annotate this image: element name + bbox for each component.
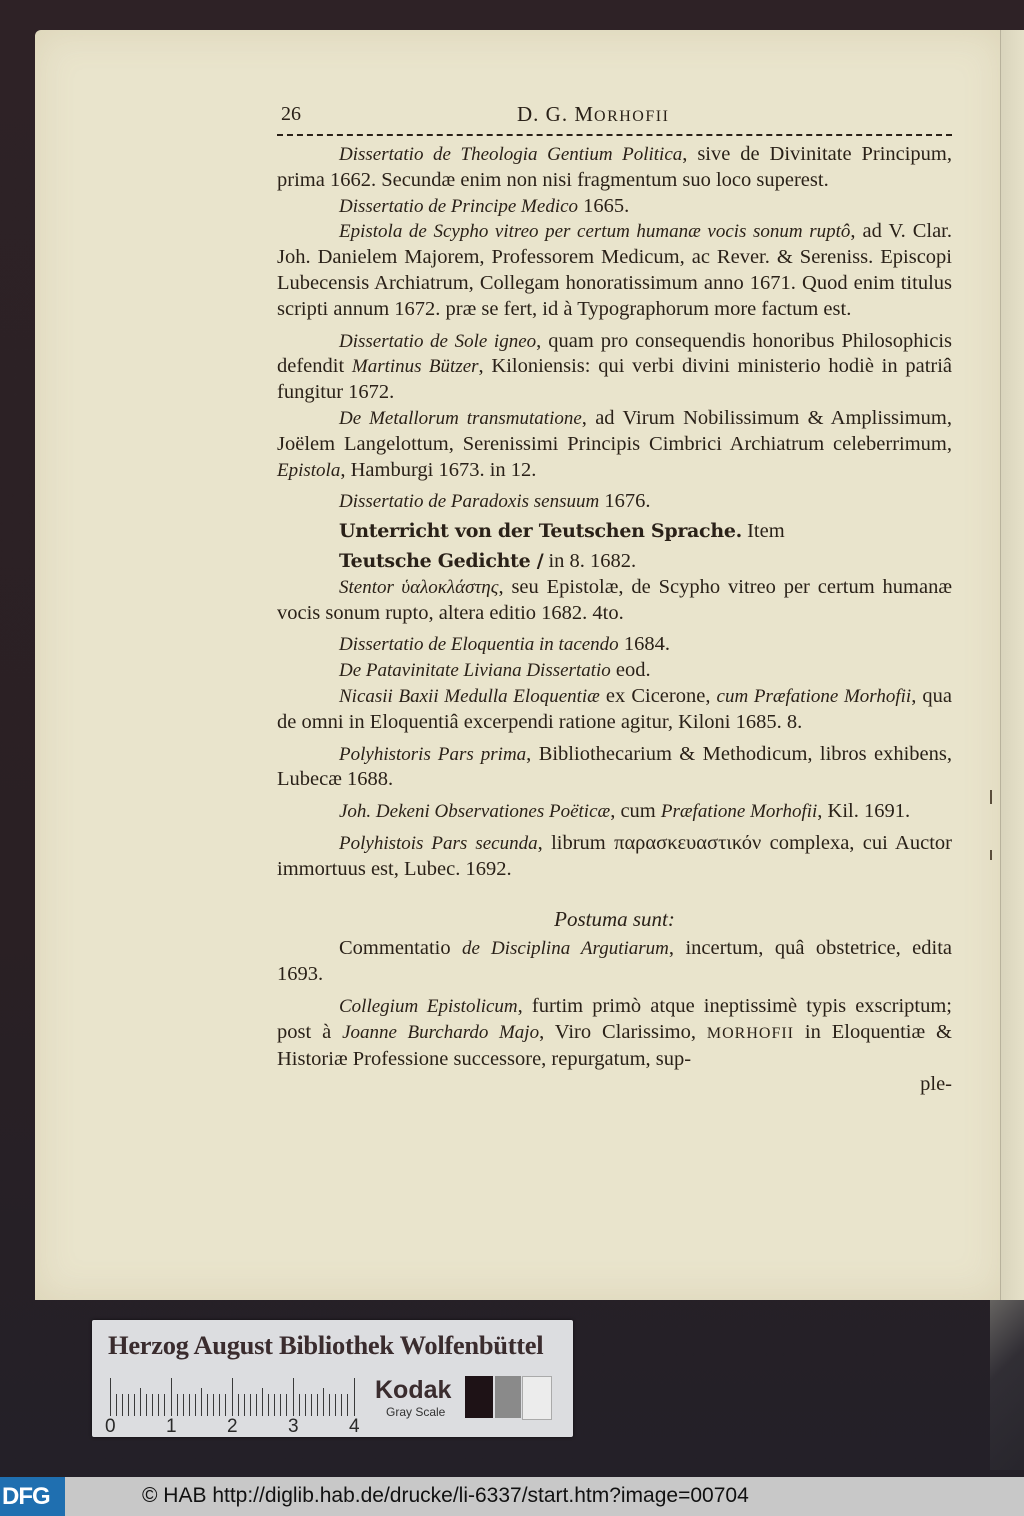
running-title-smallcaps: ORHOFII: [594, 108, 670, 125]
entry-title-blackletter: Teutsche Gedichte /: [339, 549, 544, 572]
entry: [277, 219, 952, 322]
entry-text: , qua de omni in Eloquentiâ excerpendi ratione agitur, Kiloni 1685. 8.: [277, 684, 952, 733]
entry-text: , furtim primò atque ineptissimè typis exscriptum; post à: [277, 994, 952, 1043]
author-smallcaps: MORHOFII: [706, 1024, 794, 1042]
section-heading: Postuma sunt:: [554, 906, 675, 931]
entry-text: , incertum, quâ obstetrice, edita 1693.: [277, 937, 952, 986]
entry-preface: cum Præfatione Morhofii: [716, 685, 912, 707]
entry-text: Item: [741, 520, 785, 543]
swatch-white: [522, 1376, 552, 1420]
entry-person: Joanne Burchardo Majo: [342, 1021, 540, 1043]
entry-text: 1684.: [618, 633, 670, 656]
entry-text: , cum: [610, 800, 661, 823]
entry-title: Polyhistoris Pars prima: [339, 743, 527, 765]
page-text: [277, 100, 952, 1098]
entry-title: Nicasii Baxii Medulla Eloquentiæ: [339, 685, 600, 707]
entry-text: , Viro Clarissimo,: [539, 1020, 707, 1043]
entry-title: Collegium Epistolicum: [339, 995, 518, 1017]
entry-preface: Præfatione Morhofii: [660, 801, 818, 823]
entry-text: in Eloquentiæ & Historiæ Professione successore, repurgatum, sup-: [277, 1020, 953, 1070]
entry-title: Joh. Dekeni Observationes Poëticæ: [339, 801, 611, 823]
posthumous-entry: [277, 994, 952, 1072]
entry-text: ex Cicerone,: [599, 684, 717, 707]
entry-text: , Kiloniensis: qui verbi divini ministerio hodiè in patriâ fungitur 1672.: [277, 355, 953, 404]
entry: [277, 142, 952, 194]
head-rule: [277, 134, 952, 136]
entry-title: Dissertatio de Sole igneo: [339, 330, 537, 352]
entry-title: De Metallorum transmutatione: [339, 407, 582, 429]
entry-genre: Epistola: [277, 459, 341, 481]
entry-text: 1665.: [578, 194, 630, 217]
entry-person: Martinus Bützer: [351, 356, 479, 378]
entry-text: Commentatio: [339, 937, 463, 960]
entry: [277, 799, 952, 825]
entry-text: , seu Epistolæ, de Scypho vitreo per certum humanæ vocis sonum rupto, altera editio 1682. 4to.: [277, 575, 952, 624]
catchword: ple-: [920, 1073, 952, 1096]
page-number: 26: [281, 103, 301, 125]
entry-title: Dissertatio de Principe Medico: [339, 195, 579, 217]
running-title: [517, 102, 669, 130]
entry-title: Dissertatio de Eloquentia in tacendo: [339, 634, 619, 656]
copyright-link[interactable]: © HAB http://diglib.hab.de/drucke/li-6337/start.htm?image=00704: [142, 1484, 749, 1507]
running-head: [277, 100, 952, 130]
entry-text: , Hamburgi 1673. in 12.: [340, 458, 537, 481]
ruler-label: 2: [227, 1416, 238, 1437]
swatch-black: [465, 1376, 493, 1418]
entry: [277, 406, 952, 483]
entry-text: , librum παρασκευαστικόν complexa, cui Auctor immortuus est, Lubec. 1692.: [277, 831, 952, 880]
ruler-label: 4: [349, 1416, 360, 1437]
kodak-logo: Kodak: [375, 1376, 452, 1404]
entry: [277, 489, 952, 515]
entry: [277, 831, 952, 883]
footer-bar: [0, 1477, 1024, 1516]
margin-mark: [990, 850, 992, 860]
entry-text: , ad V. Clar. Joh. Danielem Majorem, Professorem Medicum, ac Rever. & Sereniss. Episcopi Lubecensis Archiatrum, Collegam honoratissimum anno 1671. Quod enim titulus scripti annum 1672. præ se fert, id à Typographorum more factum est.: [277, 220, 952, 320]
gutter-shadow: [990, 1300, 1024, 1470]
entry: [277, 194, 952, 220]
entry-title: Dissertatio de Theologia Gentium Politica: [339, 144, 683, 165]
color-scale-card: [92, 1320, 573, 1437]
entry: [277, 742, 952, 794]
entry: [277, 684, 952, 736]
entry-title: Dissertatio de Paradoxis sensuum: [339, 491, 600, 513]
entry-text: , ad Virum Nobilissimum & Amplissimum, Joëlem Langelottum, Serenissimi Principis Cimbrici Archiatrum celeberrimum,: [277, 406, 952, 455]
entry: [277, 519, 952, 545]
entry: [277, 658, 952, 684]
ruler-label: 0: [105, 1416, 116, 1437]
entry-text: , quam pro consequendis honoribus Philosophicis defendit: [277, 329, 952, 378]
entry-text: in 8. 1682.: [543, 549, 637, 572]
running-title-prefix: D. G. M: [517, 102, 595, 126]
entry-title-blackletter: Unterricht von der Teutschen Sprache.: [339, 520, 742, 543]
ruler-labels: [103, 1416, 373, 1436]
entry-text: , sive de Divinitate Principum, prima 1662. Secundæ enim non nisi fragmentum suo loco superest.: [277, 143, 953, 191]
ruler-label: 3: [288, 1416, 299, 1437]
entry-text: , Bibliothecarium & Methodicum, libros exhibens, Lubecæ 1688.: [277, 742, 953, 791]
entry-title: Epistola de Scypho vitreo per certum humanæ vocis sonum ruptô: [339, 221, 851, 243]
entry: [277, 549, 952, 575]
ruler: [110, 1378, 356, 1416]
entry: [277, 575, 952, 627]
swatch-gray: [495, 1376, 521, 1418]
entry: [277, 329, 952, 406]
entry-title: Stentor ὑαλοκλάστης: [339, 576, 499, 598]
dfg-logo: DFG: [0, 1477, 65, 1516]
ruler-label: 1: [166, 1416, 177, 1437]
posthumous-entry: [277, 936, 952, 988]
gray-scale-label: Gray Scale: [386, 1405, 446, 1419]
entry-text: 1676.: [599, 490, 651, 513]
entry-title: de Disciplina Argutiarum: [462, 938, 669, 960]
entry-text: , Kil. 1691.: [817, 800, 911, 823]
entry-title: Polyhistois Pars secunda: [339, 832, 538, 854]
entry-title: De Patavinitate Liviana Dissertatio: [339, 660, 611, 682]
entry: [277, 632, 952, 658]
entry-text: eod.: [610, 659, 651, 682]
library-name: Herzog August Bibliothek Wolfenbüttel: [108, 1330, 544, 1360]
page-gutter: [1000, 30, 1024, 1300]
margin-mark: [990, 790, 992, 804]
